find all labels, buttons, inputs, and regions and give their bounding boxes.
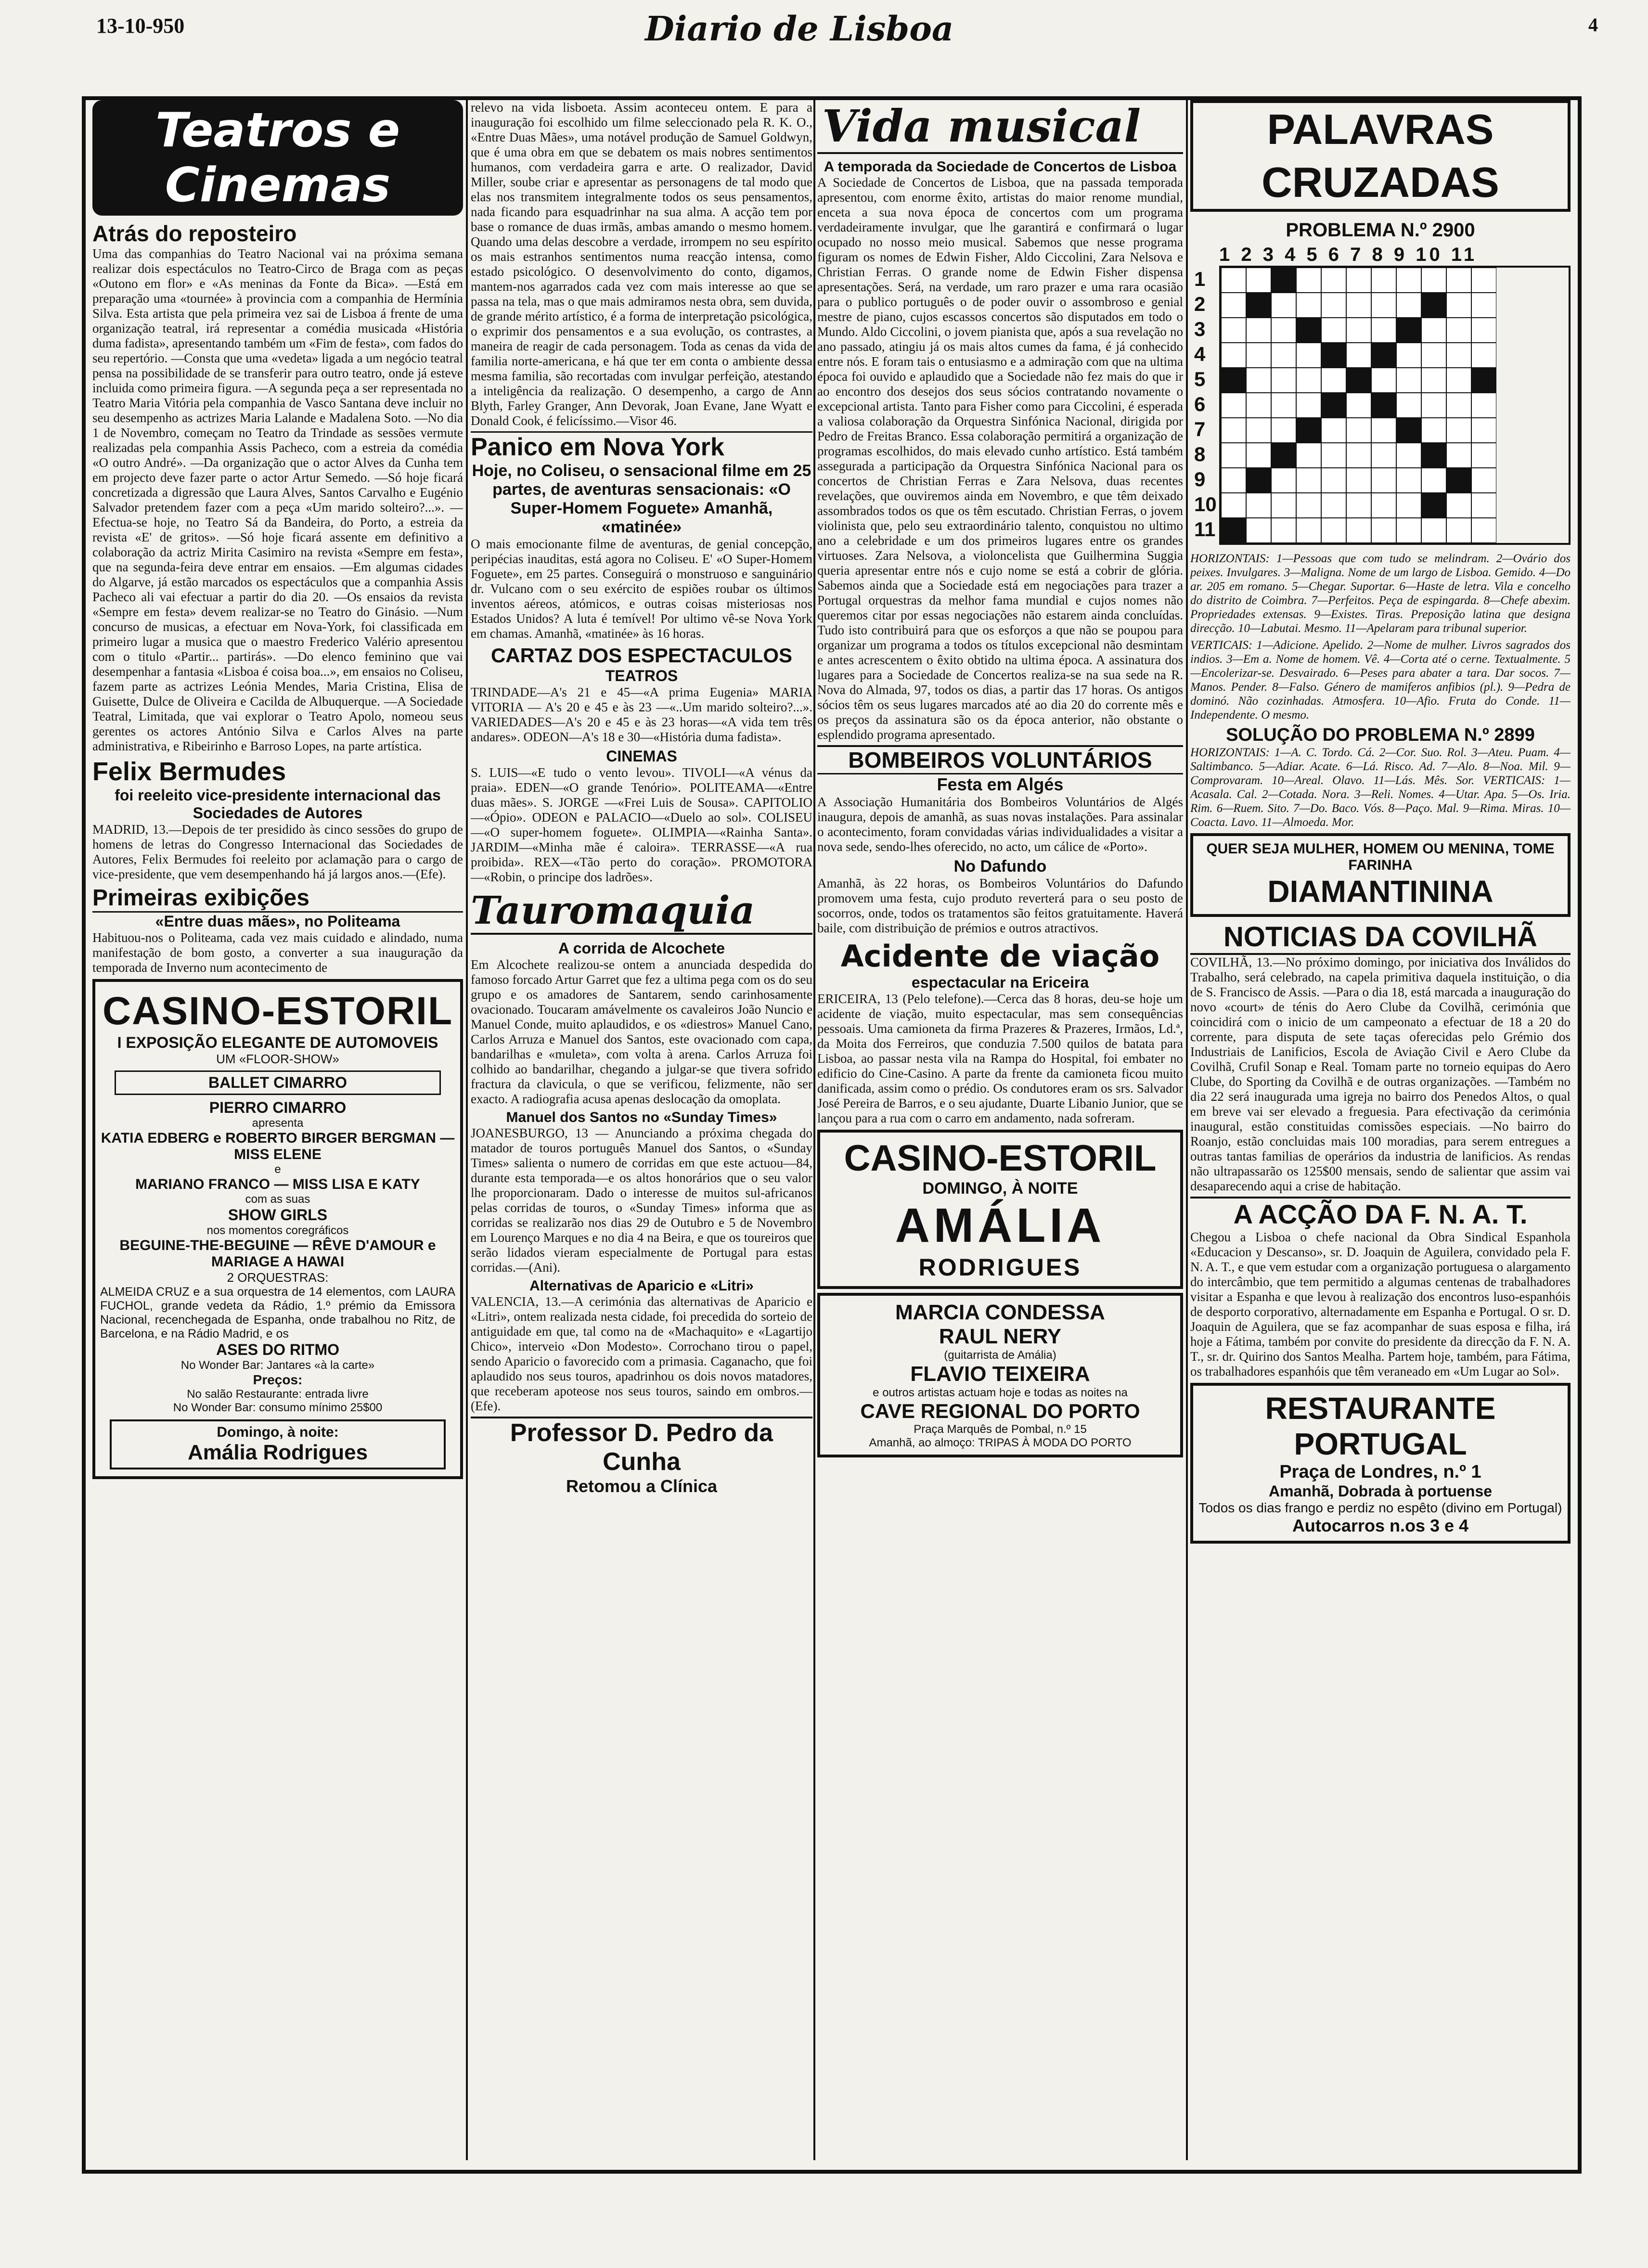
crossword-cell [1396,518,1421,543]
crossword-cell [1421,368,1446,393]
crossword-cell [1421,393,1446,418]
column-divider [813,100,815,2160]
crossword-cell [1396,468,1421,493]
farinha-ad [1190,833,1571,917]
headline-bombeiros: BOMBEIROS VOLUNTÁRIOS [817,745,1183,774]
listing-cinemas: S. LUIS—«E tudo o vento levou». TIVOLI—«A vénus da praia». EDEN—«O grande Tenório». POLITEAMA—«Entre duas mães». S. JORGE —«Frei Luis de Sousa». CAPITOLIO—«Ópio». ODEON e PALACIO—«Duelo ao sol». COLISEU—«O super-homem foguete». OLIMPIA—«Rainha Santa». JARDIM—«Minha mãe é caloira». TERRASSE—«A rua proibida». REX—«Tão perto do coração». PROMOTORA—«Robin, o principe dos ladrões». [471,765,812,884]
cave-line: (guitarrista de Amália) [944,1349,1056,1362]
crossword-cell [1346,318,1371,343]
crossword-cell [1471,343,1496,368]
crossword-cell [1296,443,1321,468]
casino-ad-line: Amália Rodrigues [187,1441,368,1464]
rest-line: Todos os dias frango e perdiz no espêto (divino em Portugal) [1198,1500,1562,1515]
crossword-cell [1271,318,1296,343]
crossword-cell [1221,343,1246,368]
cave-line: FLAVIO TEIXEIRA [910,1362,1090,1386]
crossword-cell [1396,443,1421,468]
crossword-cell [1296,518,1321,543]
casino-ad-line: UM «FLOOR-SHOW» [216,1052,339,1066]
headline-fnat: A ACÇÃO DA F. N. A. T. [1190,1197,1571,1230]
crossword-cell [1271,468,1296,493]
casino-ad-line: MARIANO FRANCO — MISS LISA E KATY [135,1176,420,1192]
crossword-row-number: 2 [1194,293,1206,315]
article-primeiras: Habituou-nos o Politeama, cada vez mais cuidado e alindado, numa manifestação de bom gosto, a converter a sua inauguração da temporada de Inverno num acontecimento de [92,930,463,975]
casino-ad-line: ASES DO RITMO [216,1341,339,1358]
column-4 [1190,100,1571,2160]
subhead-felix: foi reeleito vice-presidente internacional das Sociedades de Autores [115,786,441,822]
crossword-cell [1246,393,1271,418]
crossword-cell [1271,518,1296,543]
column-2 [471,100,812,2160]
crossword-cell [1296,318,1321,343]
crossword-cell [1321,518,1346,543]
crossword-row-number: 5 [1194,368,1206,390]
casino-ad-line: Domingo, à noite: [217,1424,339,1440]
crossword-cell [1371,393,1396,418]
crossword-cell [1421,443,1446,468]
crossword-cell [1396,368,1421,393]
headline-panico: Panico em Nova York [471,431,812,462]
crossword-row-number: 11 [1194,518,1216,541]
article-alternativas: VALENCIA, 13.—A cerimónia das alternativas de Aparicio e «Litri», ontem realizada nesta cidade, foi precedida do sorteio de antiguidade em que, tal como na de «Machaquito» e «Lagartijo Chico», interveio «Don Modesto». Corrochano tirou o papel, sendo Aparicio o favorecido com a primasia. Caganacho, que foi aplaudido nos seus touros, apadrinhou os dois novos matadores, que receberam apoteose nos seus touros, saindo em ombros.—(Efe). [471,1294,812,1413]
clues-verticais: VERTICAIS: 1—Adicione. Apelido. 2—Nome de mulher. Livros sagrados dos indios. 3—Em a. Nome de homem. Vê. 4—Corta até o cerne. Textualmente. 5—Encolerizar-se. Desvairado. 6—Peses para abater a tara. Dar socos. 7—Manos. Pender. 8—Falso. Género de mamiferos anfibios (pl.). 9—Pedra de dominó. Não cozinhadas. Atmosfera. 10—Afio. Fruta do Conde. 11—Independente. O mesmo. [1190,639,1571,722]
headline-palavras-cruzadas: PALAVRAS CRUZADAS [1190,100,1571,212]
crossword-cell [1296,393,1321,418]
crossword [1190,266,1571,545]
crossword-cell [1446,343,1471,368]
pedro-cunha-ad [471,1417,812,1496]
article-panico: O mais emocionante filme de aventuras, de genial concepção, peripécias inauditas, está agora no Coliseu. E' «O Super-Homem Foguete», em 25 partes. Conseguirá o monstruoso e sanguinário dr. Vulcano com o seu exército de espiões roubar os últimos inventos aéreos, atómicos, e outras coisas misteriosas nos Estados Unidos? A luta é temível! Por ultimo vê-se Nova York em chamas. Amanhã, «matinée» às 16 horas. [471,537,812,641]
crossword-cell [1246,418,1271,443]
crossword-cell [1371,268,1396,293]
crossword-cell [1371,443,1396,468]
casino-ad-line: No salão Restaurante: entrada livre [187,1388,369,1401]
crossword-cell [1346,468,1371,493]
cave-line: Praça Marquês de Pombal, n.º 15 [914,1423,1087,1436]
column-1 [92,100,463,2160]
headline-vida-musical: Vida musical [817,100,1183,154]
crossword-cell [1221,518,1246,543]
crossword-cell [1221,418,1246,443]
crossword-cell [1346,293,1371,318]
article-felix: MADRID, 13.—Depois de ter presidido às cinco sessões do grupo de homens de letras do Congresso Internacional das Sociedades de Autores, Felix Bermudes foi reeleito por aclamação para o cargo de vice-presidente, que vem desempenhando há já largos anos.—(Efe). [92,822,463,881]
crossword-cell [1346,343,1371,368]
rest-title: RESTAURANTE PORTUGAL [1265,1391,1496,1461]
solucao-text: HORIZONTAIS: 1—A. C. Tordo. Cá. 2—Cor. Suo. Rol. 3—Ateu. Puam. 4—Saltimbanco. 5—Adiar. Acate. 6—Lá. Risco. Ad. 7—Alo. 8—Noa. Mil. 9—Comprovaram. 10—Areal. Olavo. 11—Lás. Mês. Sor. VERTICAIS: 1—Acasala. Cal. 2—Cotada. Nora. 3—Reli. Nomes. 4—Utar. Apa. 5—Os. Iria. Rim. 6—Ruem. Sito. 7—Do. Baco. Vós. 8—Paço. Mal. 9—Rima. Miras. 10—Coacta. Lavo. 11—Almoeda. Mor. [1190,746,1571,829]
crossword-cell [1421,268,1446,293]
crossword-cell [1446,368,1471,393]
subhead-temporada: A temporada da Sociedade de Concertos de Lisboa [824,159,1177,175]
crossword-row-number: 6 [1194,393,1206,415]
rest-line: Autocarros n.os 3 e 4 [1292,1516,1469,1535]
crossword-cell [1371,493,1396,518]
crossword-cell [1346,443,1371,468]
crossword-cell [1396,393,1421,418]
crossword-cell [1221,493,1246,518]
crossword-cell [1346,368,1371,393]
article-entre-duas-maes: relevo na vida lisboeta. Assim aconteceu ontem. E para a inauguração foi escolhido um filme seleccionado pela R. K. O., «Entre Duas Mães», uma notável produção de Samuel Goldwyn, que é uma obra em que se debatem os mais nobres sentimentos humanos, com verdadeira garra e arte. O realizador, David Miller, soube criar e apresentar as personagens de tal modo que elas nos transmitem integralmente todos os seus pensamentos, nada ficando para esquadrinhar na sua alma. A acção tem por base o romance de duas irmãs, ambas amando o mesmo homem. Quando uma delas descobre a verdade, irrompem no seu espírito os mais estranhos sentimentos numa reacção intensa, como estado psicológico. O desenvolvimento do conto, digamos, mantem-nos agarrados cada vez com mais interesse ao que se passa na tela, mas o que mais admiramos nesta obra, sem duvida, de grande mérito artístico, é a forma de interpretação psicológica, o exprimir dos pensamentos e a sua evolução, os contrastes, a maneira de reagir de cada personagem. Toda as cenas da vida de familia norte-americana, e há que ter em conta o ambiente dessa mesma familia, são recortadas com invulgar perfeição, atestando a inteligência da realização. O desempenho, a cargo de Ann Blyth, Farley Granger, Ann Devorak, Joan Evane, Jane Wyatt e Donald Cook, é felicíssimo.—Visor 46. [471,100,812,428]
headline-reposteiro: Atrás do reposteiro [92,221,297,246]
subhead-festa: Festa em Algés [937,774,1064,794]
pedro-cunha-title: Professor D. Pedro da Cunha [510,1419,773,1476]
subhead-manuel: Manuel dos Santos no «Sunday Times» [506,1109,777,1125]
article-fnat: Chegou a Lisboa o chefe nacional da Obra Sindical Espanhola «Educacion y Descanso», sr. D. Joaquin de Aguilera, convidado pela F. N. A. T., e que vem estudar com a organização portuguesa o alargamento do intercâmbio, que tem permitido a algumas centenas de trabalhadores visitar a Espanha e que levou à realização dos encontros luso-espanhóis de desporto corporativo, alternadamente em Espanha e Portugal. O sr. D. Joaquin de Aguilera, que se faz acompanhar de suas esposa e filha, irá hoje a Fátima, também por convite do presidente da direcção da F. N. A. T., sr. dr. Quirino dos Santos Mealha. Partem hoje, também, para Fátima, os trabalhadores espanhóis que têm veraneado em «Um Lugar ao Sol». [1190,1230,1571,1379]
crossword-cell [1471,268,1496,293]
clues-horizontais: HORIZONTAIS: 1—Pessoas que com tudo se melindram. 2—Ovário dos peixes. Invulgares. 3—Maligna. Nome de um largo de Lisboa. Gemido. 4—Do ar. 205 em romano. 5—Chegar. Suportar. 6—Haste de letra. Vila e concelho do distrito de Coimbra. 7—Perfeitos. Peça de espingarda. 8—Chefe abexim. Propriedades extensas. 9—Existes. Tiras. Preposição latina que designa direcção. 10—Labutai. Mesmo. 11—Apelaram para tribunal superior. [1190,552,1571,635]
crossword-column-numbers: 1 2 3 4 5 6 7 8 9 10 11 [1219,244,1478,265]
article-covilha: COVILHÃ, 13.—No próximo domingo, por iniciativa dos Inválidos do Trabalho, será celebrado, na capela primitiva daquela instituição, o dia de S. Francisco de Assis. —Para o dia 18, está marcada a inauguração do novo «court» de ténis do Aero Clube da Covilhã, cerimónia que coincidirá com o inicio de um campeonato a efectuar de 18 a 20 do corrente, para disputa de sete taças oferecidas pelo Grémio dos Industriais de Lanificios, Escola de Aviação Civil e Aero Clube da Covilhã, Crufil Sonap e Real. Tomam parte no torneio equipas do Aero Clube, do Sporting da Covilhã e de outras organizações. —Também no dia 22 será inaugurada uma igreja no bairro dos Penedos Altos, o qual em breve vai ser elevado a freguesia. Para efectivação da cerimónia inaugural, estão constituidas comissões especiais. —No bairro do Roanjo, estão concluidas mais 100 moradias, para serem entregues a outras tantas familias de operários da industria de lanificios. As rendas não ultrapassarão os 125$00 mensais, sendo de salientar que assim vai desaparecendo aqui a crise de habitação. [1190,955,1571,1193]
crossword-row-number: 8 [1194,443,1206,465]
casino-ad-line: No Wonder Bar: consumo mínimo 25$00 [173,1401,383,1414]
crossword-cell [1421,418,1446,443]
subhead-teatros: TEATROS [605,667,678,684]
crossword-row-number: 4 [1194,343,1206,365]
crossword-cell [1221,268,1246,293]
crossword-cell [1471,443,1496,468]
cave-line: e outros artistas actuam hoje e todas as noites na [873,1386,1128,1399]
crossword-cell [1246,268,1271,293]
crossword-cell [1246,518,1271,543]
casino-ad-line: nos momentos coregráficos [206,1224,349,1237]
crossword-cell [1271,393,1296,418]
crossword-cell [1396,293,1421,318]
crossword-cell [1346,493,1371,518]
casino-ad-line: I EXPOSIÇÃO ELEGANTE DE AUTOMOVEIS [117,1034,438,1051]
crossword-cell [1421,293,1446,318]
crossword-cell [1321,443,1346,468]
crossword-cell [1446,268,1471,293]
pedro-cunha-sub: Retomou a Clínica [566,1476,718,1496]
crossword-cell [1221,393,1246,418]
crossword-cell [1371,518,1396,543]
subhead-primeiras: «Entre duas mães», no Politeama [155,913,400,930]
crossword-cell [1371,318,1396,343]
page-date: 13-10-950 [96,14,185,38]
crossword-cell [1471,468,1496,493]
crossword-cell [1371,418,1396,443]
crossword-cell [1471,493,1496,518]
crossword-cell [1471,418,1496,443]
crossword-cell [1371,343,1396,368]
headline-felix: Felix Bermudes [92,757,286,786]
crossword-cell [1471,518,1496,543]
casino-ad-line: apresenta [252,1117,304,1130]
casino-ad-amalia-box [110,1419,446,1469]
casino2-line: RODRIGUES [918,1254,1082,1281]
crossword-cell [1371,468,1396,493]
problema-number: PROBLEMA N.º 2900 [1286,219,1475,241]
section-banner-teatros: Teatros e Cinemas [92,100,463,216]
crossword-cell [1421,518,1446,543]
crossword-cell [1421,343,1446,368]
crossword-cell [1371,293,1396,318]
crossword-cell [1396,418,1421,443]
crossword-cell [1296,343,1321,368]
crossword-cell [1271,418,1296,443]
crossword-cell [1471,318,1496,343]
crossword-cell [1396,268,1421,293]
article-festa: A Associação Humanitária dos Bombeiros Voluntários de Algés inaugura, depois de amanhã, as suas novas instalações. Para assinalar o acontecimento, foram convidadas várias individualidades a visitar a nova sede, sendo-lhes oferecido, no acto, um cálice de «Porto». [817,795,1183,854]
cave-regional-ad [817,1293,1183,1457]
crossword-cell [1246,318,1271,343]
subhead-dafundo: No Dafundo [953,857,1047,876]
crossword-cell [1346,268,1371,293]
crossword-cell [1321,318,1346,343]
headline-cartaz: CARTAZ DOS ESPECTACULOS [490,644,793,667]
article-corrida: Em Alcochete realizou-se ontem a anunciada despedida do famoso forcado Artur Garret que fez a ultima pega com os do seu grupo e os amadores de Santarem, sendo carinhosamente ovacionado. Toucaram amávelmente os cavaleiros João Nuncio e Manuel Conde, muito aplaudidos, e os «diestros» Manuel Cano, Carlos Arruza e Manuel dos Santos, este ovacionado com capa, bandarilhas e «muleta», com volta à arena. Carlos Arruza foi colhido ao bandarilhar, chegando a julgar-se que tivera sofrido fractura da clavicula, o que se verificou, felizmente, não ser exacto. A radiografia acusa apenas deslocação da omoplata. [471,957,812,1106]
crossword-cell [1471,393,1496,418]
cave-line: RAUL NERY [939,1325,1062,1348]
farinha-brand: DIAMANTININA [1267,874,1494,909]
crossword-cell [1446,418,1471,443]
subhead-cinemas: CINEMAS [606,747,677,765]
crossword-cell [1321,468,1346,493]
crossword-cell [1221,443,1246,468]
crossword-cell [1246,343,1271,368]
crossword-row-number: 10 [1194,493,1217,515]
crossword-cell [1471,368,1496,393]
article-dafundo: Amanhã, às 22 horas, os Bombeiros Voluntários do Dafundo promovem uma festa, cujo produto reverterá para o seu posto de socorros, onde, todos os tratamentos são feitos gratuitamente. Haverá baile, com distribuição de prémios e outros atractivos. [817,876,1183,935]
casino-ad-line: KATIA EDBERG e ROBERTO BIRGER BERGMAN — MISS ELENE [101,1130,455,1162]
article-vida-musical: A Sociedade de Concertos de Lisboa, que na passada temporada apresentou, com enorme êxito, artistas do maior renome mundial, enceta a sua nova época de concertos com um programa verdadeiramente invulgar, que lhe garantirá e confirmará o lugar ocupado no nosso meio musical. Sabemos que nesse programa figuram os nomes de Edwin Fisher, Aldo Ciccolini, Zara Nelsova e Christian Ferras. O grande nome de Edwin Fisher dispensa apresentações. Será, na verdade, um raro prazer e uma rara ocasião para o publico português o de poder ouvir o assombroso e genial mestre de piano, cujos escassos concertos são disputados em todo o Mundo. Aldo Ciccolini, o jovem pianista que, após a sua revelação no ano passado, atingiu já os mais altos cumes da fama, é já conhecido entre nós. E foram tais o entusiasmo e a admiração com que na ultima época foi ouvido e aplaudido que a Sociedade não fez mais do que ir ao encontro dos desejos dos seus sócios contratando novamente o excepcional artista. Tanto para Fisher como para Ciccolini, é esperada a valiosa colaboração da Orquestra Sinfónica Nacional, dirigida por Pedro de Freitas Branco. Essa colaboração permitirá a organização de programas escolhidos, do mais elevado cunho artístico. Está também assegurada a participação da Orquestra Sinfónica Nacional para os concertos de Christian Ferras e Zara Nelsova, duas recentes revelações, que ouviremos ainda em Novembro, e que têm deixado assombrados todos os que os têm escutado. Christian Ferras, o jovem violinista que, pelo seu extraordinário talento, conquistou no ultimo ano a celebridade e um dos primeiros lugares entre os grandes virtuoses. Zara Nelsova, a violoncelista que Guilhermina Suggia queria apresentar entre nós e cujo nome se está a cobrir de glória. Sabemos ainda que a Sociedade está em negociações para trazer a Portugal orquestras da melhor fama mundial e cujos nomes não queremos citar por essas negociações não estarem ainda concluídas. Tudo isto contribuirá para que os esforços a que não se poupou para organizar um programa a todos os títulos excepcional não desmintam e antes acrescentem o êxito obtido na ultima época. A assinatura dos lugares para a Sociedade de Concertos realiza-se na sua sede na R. Nova do Almada, 97, todos os dias, a partir das 17 horas. Os antigos sócios têm os seus lugares marcados até ao dia 20 do corrente mês e os preços da assinatura são os da época anterior, não obstante o esplendido programa apresentado. [817,175,1183,742]
crossword-cell [1321,343,1346,368]
column-divider [466,100,468,2160]
crossword-cell [1296,293,1321,318]
headline-primeiras: Primeiras exibições [92,885,463,913]
casino-ad-line: e [274,1163,281,1176]
rest-line: Amanhã, Dobrada à portuense [1268,1482,1493,1500]
crossword-cell [1246,293,1271,318]
crossword-cell [1321,418,1346,443]
crossword-cell [1446,468,1471,493]
subhead-alternativas: Alternativas de Aparicio e «Litri» [529,1278,754,1294]
casino-ad-line: SHOW GIRLS [228,1206,328,1224]
rest-line: Praça de Londres, n.º 1 [1279,1462,1481,1482]
crossword-cell [1271,293,1296,318]
crossword-row-number: 3 [1194,318,1206,340]
crossword-row-number: 7 [1194,418,1206,440]
crossword-cell [1471,293,1496,318]
subhead-acidente: espectacular na Ericeira [911,974,1089,991]
crossword-cell [1346,518,1371,543]
crossword-cell [1221,468,1246,493]
crossword-cell [1271,443,1296,468]
crossword-cell [1296,468,1321,493]
article-acidente: ERICEIRA, 13 (Pelo telefone).—Cerca das 8 horas, deu-se hoje um acidente de viação, muito espectacular, mas sem consequências pessoais. Uma camioneta da firma Prazeres & Prazeres, Irmãos, Ld.ª, da Moita dos Ferreiros, que conduzia 7.500 quilos de batata para Lisboa, ao passar nesta vila na Rampa do Hospital, foi embater no edificio do Cine-Casino. A parte da frente da camioneta ficou muito danificada, assim como o prédio. Os condutores eram os srs. Salvador José Pereira de Barros, e o seu ajudante, Duarte Libanio Junior, que se lançou para a rua com o carro em andamento, nada sofreram. [817,992,1183,1125]
casino-ad-line: BALLET CIMARRO [115,1070,441,1095]
masthead: Diario de Lisboa [645,9,954,49]
casino-ad-line: PIERRO CIMARRO [209,1099,347,1116]
crossword-cell [1371,368,1396,393]
crossword-cell [1296,418,1321,443]
crossword-cell [1321,393,1346,418]
casino-estoril-ad [92,979,463,1479]
crossword-cell [1271,268,1296,293]
article-reposteiro: Uma das companhias do Teatro Nacional vai na próxima semana realizar dois espectáculos no Teatro-Circo de Braga com as peças «Outono em flor» e «As meninas da Fonte da Bica». —Está em preparação uma «tournée» à provincia com a companhia de Hermínia Silva. Esta artista que pela primeira vez sai de Lisboa á frente de uma organização teatral, irá representar a comédia musicada «História duma fadista», apresentando também um «Fim de festa», com fados do seu repertório. —Consta que uma «vedeta» ligada a um negócio teatral pensa na possibilidade de se transferir para outro teatro, onde já esteve incluida como primeira figura. —A segunda peça a ser representada no Teatro Maria Vitória pela companhia de Vasco Santana deve incluir no seu desempenho as actrizes Maria Lalande e Madalena Soto. —No dia 1 de Novembro, começam no Teatro da Trindade as sessões vermute realizadas pela companhia Assis Pacheco, com a estreia da comédia «O outro André». —Da organização que o actor Alves da Cunha tem em projecto deve fazer parte o actor Artur Semedo. —Só hoje ficará concretizada a digressão que Laura Alves, Santos Carvalho e Eugénio Salvador pretendem fazer com a peça «Um marido solteiro?...». —Efectua-se hoje, no Teatro Sá da Bandeira, do Porto, a estreia da revista «E' de gritos». —Só hoje ficará assente em definitivo a colaboração da actriz Mirita Casimiro na revista «Sempre em festa», que na segunda-feira deve entrar em ensaios. —Em algumas cidades do Algarve, já estão marcados os espectáculos que a companhia Assis Pacheco ali vai efectuar a partir do dia 20. —Os ensaios da revista «Sempre em festa» devem realizar-se no Teatro do Ginásio. —Num concurso de musicas, a efectuar em Nova-York, foi classificada em primeiro lugar a musica que o maestro Frederico Valério apresentou com o titulo «Partir... partirás». —Do elenco feminino que vai desempenhar a fantasia «Lisboa é coisa boa...», em ensaios no Coliseu, fazem parte as actrizes Leónia Mendes, Maria Cristina, Elisa de Guisette, Dulce de Oliveira e Cacilda de Albuquerque. —A Sociedade Teatral, Limitada, que vai explorar o Teatro Apolo, nomeou seus gerentes os actores António Silva e Carlos Alves na parte administrativa, e Ribeirinho e Barroso Lopes, na parte artística. [92,246,463,753]
crossword-cell [1271,343,1296,368]
casino-ad-line: 2 ORQUESTRAS: [227,1270,329,1285]
crossword-cell [1446,318,1471,343]
page-header [19,9,1627,52]
crossword-cell [1246,443,1271,468]
restaurante-portugal-ad [1190,1383,1571,1544]
crossword-row-number: 1 [1194,268,1206,290]
cave-line: MARCIA CONDESSA [895,1301,1105,1324]
crossword-cell [1296,368,1321,393]
crossword-cell [1246,493,1271,518]
crossword-grid [1219,266,1571,545]
headline-solucao: SOLUÇÃO DO PROBLEMA N.º 2899 [1226,725,1535,745]
crossword-cell [1321,368,1346,393]
casino-ad-line: Preços: [253,1372,303,1387]
crossword-cell [1396,318,1421,343]
crossword-cell [1246,468,1271,493]
crossword-cell [1221,318,1246,343]
casino-ad-title: CASINO-ESTORIL [102,989,453,1033]
crossword-cell [1421,318,1446,343]
subhead-corrida: A corrida de Alcochete [558,940,725,957]
casino2-title: CASINO-ESTORIL [844,1138,1157,1179]
page-number: 4 [1588,14,1598,36]
article-manuel: JOANESBURGO, 13 — Anunciando a próxima chegada do matador de touros português Manuel dos Santos, o «Sunday Times» salienta o numero de corridas em que este actuou—84, durante esta temporada—e os altos honorários que o seu valor lhe proporcionaram. Dado o interesse de muitos sul-africanos pelas corridas de touros, o «Sunday Times» informa que as corridas se realizarão nos dias 29 de Outubro e 5 de Novembro em Lourenço Marques e no dia 4 na Beira, e que os toureiros que serão lidados vieram especialmente de Portugal para estas corridas.—(Ani). [471,1126,812,1275]
crossword-cell [1421,493,1446,518]
crossword-cell [1446,518,1471,543]
casino2-line: DOMINGO, À NOITE [922,1179,1078,1198]
farinha-line: QUER SEJA MULHER, HOMEM OU MENINA, TOME FARINHA [1206,841,1555,873]
crossword-cell [1396,493,1421,518]
crossword-cell [1221,293,1246,318]
crossword-cell [1346,418,1371,443]
crossword-cell [1296,493,1321,518]
headline-covilha: NOTICIAS DA COVILHÃ [1190,921,1571,955]
casino-amalia-ad [817,1130,1183,1289]
cave-line: Amanhã, ao almoço: TRIPAS À MODA DO PORTO [869,1436,1132,1449]
crossword-cell [1246,368,1271,393]
crossword-cell [1221,368,1246,393]
listing-teatros: TRINDADE—A's 21 e 45—«A prima Eugenia» MARIA VITORIA — A's 20 e 45 e às 23 —«..Um marido solteiro?...». VARIEDADES—A's 20 e 45 e às 23 horas—«A vida tem três andares». ODEON—A's 18 e 30—«História duma fadista». [471,685,812,744]
crossword-cell [1446,393,1471,418]
casino-ad-line: ALMEIDA CRUZ e a sua orquestra de 14 elementos, com LAURA FUCHOL, grande vedeta da Rádio, 1.º prémio da Emissora Nacional, recenchegada de Espanha, onde trabalhou no Ritz, de Barcelona, e na Rádio Madrid, e os [100,1285,455,1340]
headline-tauromaquia: Tauromaquia [471,888,812,935]
crossword-cell [1271,368,1296,393]
casino-ad-line: com as suas [245,1193,310,1206]
crossword-cell [1421,468,1446,493]
casino2-line: AMÁLIA [895,1198,1106,1252]
column-3 [817,100,1183,2160]
crossword-cell [1446,443,1471,468]
crossword-cell [1271,493,1296,518]
cave-line: CAVE REGIONAL DO PORTO [860,1400,1140,1422]
crossword-cell [1446,493,1471,518]
crossword-cell [1321,293,1346,318]
casino-ad-line: No Wonder Bar: Jantares «à la carte» [180,1359,375,1372]
column-divider [1186,100,1188,2160]
crossword-cell [1321,268,1346,293]
crossword-cell [1446,293,1471,318]
subhead-panico: Hoje, no Coliseu, o sensacional filme em 25 partes, de aventuras sensacionais: «O Super-Homem Foguete» Amanhã, «matinée» [472,462,811,536]
crossword-cell [1346,393,1371,418]
crossword-cell [1396,343,1421,368]
page-frame [82,96,1582,2174]
headline-acidente: Acidente de viação [840,939,1160,974]
crossword-cell [1296,268,1321,293]
crossword-row-number: 9 [1194,468,1206,490]
crossword-cell [1321,493,1346,518]
casino-ad-line: BEGUINE-THE-BEGUINE — RÊVE D'AMOUR e MARIAGE A HAWAI [119,1237,436,1270]
